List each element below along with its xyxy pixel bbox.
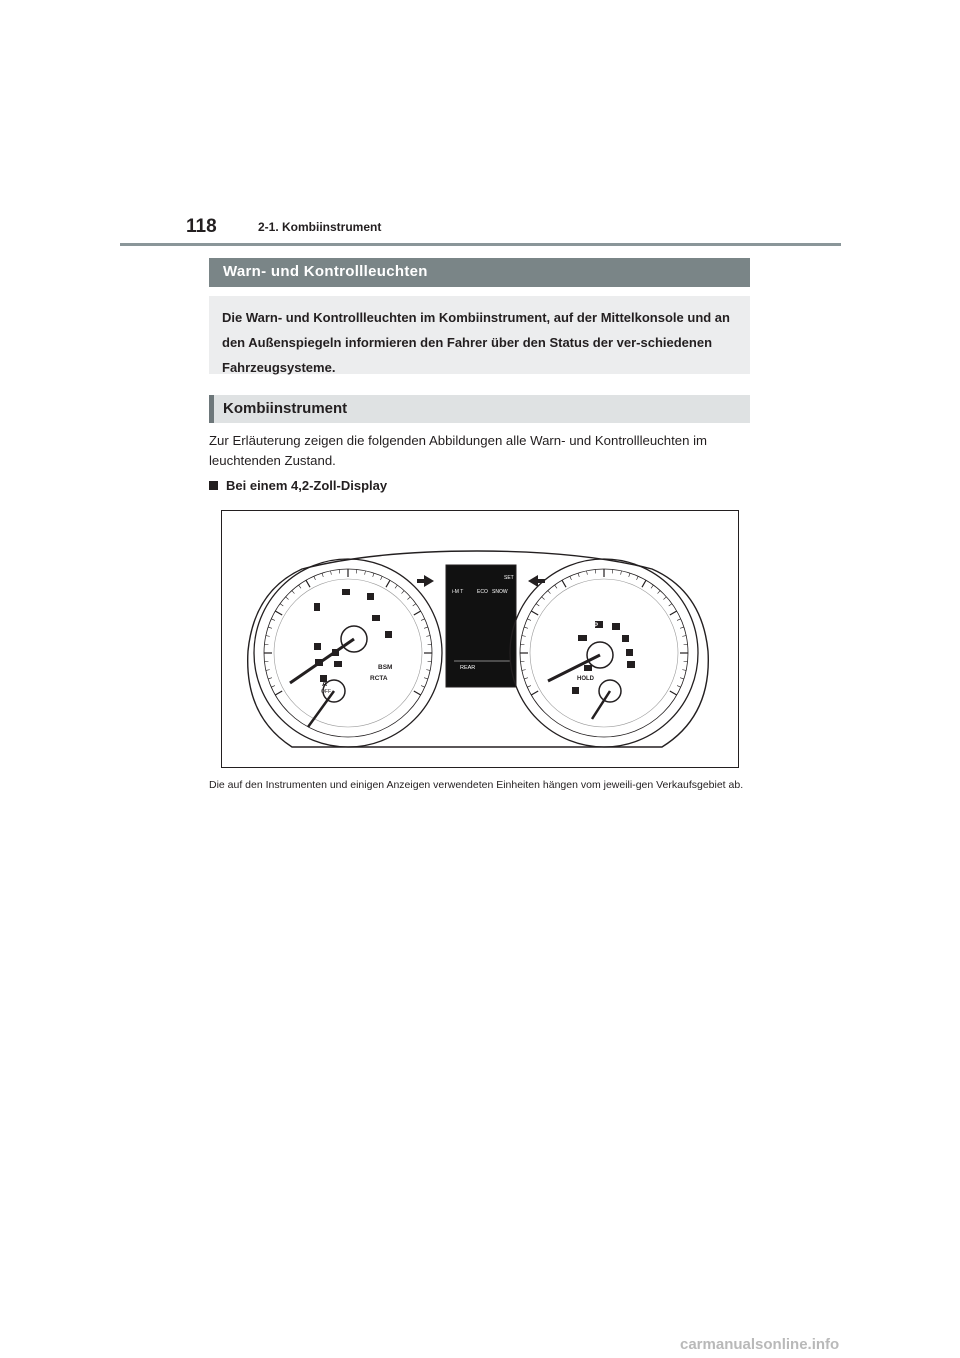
hold-label: HOLD	[577, 676, 594, 682]
gauge-tick	[587, 571, 588, 575]
subsection-title: Kombiinstrument	[223, 400, 348, 417]
figure-caption: Die auf den Instrumenten und einigen Anzeigen verwendeten Einheiten hängen vom jeweili-gen Verkaufsgebiet ab.	[209, 779, 744, 791]
gauge-tick	[670, 611, 677, 615]
bullet-heading-text: Bei einem 4,2-Zoll-Display	[226, 478, 388, 493]
gauge-tick	[524, 627, 528, 628]
gauge-tick	[271, 619, 275, 621]
seatbelt-icon	[622, 635, 629, 642]
gauge-tick	[578, 573, 579, 577]
gauge-tick	[306, 580, 310, 587]
gauge-tick	[331, 571, 332, 575]
gauge-tick	[522, 670, 526, 671]
tire-icon	[332, 649, 339, 656]
snow-label: SNOW	[492, 589, 508, 595]
right-turn-signal-icon	[528, 575, 545, 587]
gauge-tick	[682, 670, 686, 671]
gauge-tick	[531, 611, 538, 615]
gauge-tick	[562, 580, 566, 587]
gauge-tick	[414, 611, 421, 615]
square-bullet-icon	[209, 481, 218, 490]
speedometer-gauge	[510, 559, 698, 747]
gauge-tick	[680, 678, 684, 679]
gauge-tick	[426, 636, 430, 637]
intro-box	[209, 296, 750, 374]
gauge-tick	[381, 576, 383, 580]
fuel-icon	[315, 659, 323, 666]
gauge-tick	[386, 580, 390, 587]
set-label: SET	[504, 575, 514, 581]
gauge-tick	[266, 636, 270, 637]
gauge-tick	[527, 686, 531, 688]
gauge-tick	[677, 686, 681, 688]
gauge-tick	[421, 686, 425, 688]
rear-label: REAR	[460, 665, 476, 671]
steering-warning-icon	[612, 623, 620, 630]
gauge-tick	[280, 604, 283, 606]
multi-information-display	[417, 565, 545, 687]
warning-icon	[314, 603, 320, 611]
tachometer-gauge	[254, 559, 442, 747]
hold-icon	[584, 665, 592, 671]
gauge-tick	[402, 591, 405, 594]
gauge-tick	[542, 597, 545, 600]
gauge-tick	[621, 571, 622, 575]
gauge-tick	[642, 580, 646, 587]
gauge-tick	[314, 576, 316, 580]
off-label: OFF	[321, 689, 331, 695]
gauge-tick	[424, 678, 428, 679]
abs-icon	[578, 635, 587, 641]
section-title-bar	[209, 258, 750, 287]
gauge-tick	[677, 619, 681, 621]
chapter-title: 2-1. Kombiinstrument	[258, 220, 382, 234]
brake-icon	[314, 643, 321, 650]
gauge-tick	[570, 576, 572, 580]
gauge-tick	[292, 591, 295, 594]
gauge-tick	[275, 611, 282, 615]
instrument-cluster-figure	[221, 510, 739, 768]
gauge-tick	[536, 604, 539, 606]
gauge-tick	[548, 591, 551, 594]
p-label: P	[594, 623, 599, 629]
gauge-tick	[555, 585, 557, 588]
gauge-tick	[629, 573, 630, 577]
body-paragraph: Zur Erläuterung zeigen die folgenden Abbildungen alle Warn- und Kontrollleuchten im leuchtenden Zustand.	[209, 433, 708, 468]
gauge-tick	[268, 678, 272, 679]
gauge-tick	[268, 627, 272, 628]
gauge-tick	[424, 627, 428, 628]
bsm-label: BSM	[378, 664, 393, 671]
watermark: carmanualsonline.info	[680, 1336, 840, 1353]
gauge-tick	[531, 691, 538, 695]
airbag-icon	[626, 649, 633, 656]
header-divider	[120, 243, 841, 246]
display-screen	[446, 565, 516, 687]
gauge-tick	[322, 573, 323, 577]
gauge-tick	[637, 576, 639, 580]
rcta-label: RCTA	[370, 675, 388, 682]
intro-text: Die Warn- und Kontrollleuchten im Kombiinstrument, auf der Mittelkonsole und an den Außenspiegeln informieren den Fahrer über den Status der ver-schiedenen Fahrzeugsysteme.	[222, 310, 730, 375]
bullet-heading	[209, 478, 387, 493]
gauge-tick	[275, 691, 282, 695]
gauge-tick	[658, 591, 661, 594]
gauge-tick	[286, 597, 289, 600]
gauge-tick	[266, 670, 270, 671]
brake-warning-icon	[627, 661, 635, 668]
gauge-tick	[426, 670, 430, 671]
instrument-cluster-illustration	[222, 511, 738, 767]
gauge-tick	[414, 691, 421, 695]
door-icon	[372, 615, 380, 621]
eco-label: ECO	[477, 589, 488, 595]
subsection-title-bar	[209, 395, 750, 423]
left-turn-signal-icon	[417, 575, 434, 587]
gauge-tick	[421, 619, 425, 621]
gauge-tick	[395, 585, 397, 588]
gauge-tick	[680, 627, 684, 628]
gauge-tick	[670, 691, 677, 695]
gauge-tick	[271, 686, 275, 688]
battery-icon	[334, 661, 342, 667]
a-label: A	[322, 681, 328, 688]
gauge-tick	[522, 636, 526, 637]
gauge-tick	[663, 597, 666, 600]
engine-icon	[342, 589, 350, 595]
gauge-tick	[651, 585, 653, 588]
lamp-icon	[385, 631, 392, 638]
gauge-tick	[373, 573, 374, 577]
section-title: Warn- und Kontrollleuchten	[223, 263, 428, 280]
gauge-tick	[407, 597, 410, 600]
gauge-tick	[682, 636, 686, 637]
gauge-tick	[413, 604, 416, 606]
imt-label: i-M T	[452, 589, 464, 595]
page-number: 118	[186, 216, 217, 237]
gauge-tick	[527, 619, 531, 621]
low-fuel-icon	[572, 687, 579, 694]
gauge-tick	[669, 604, 672, 606]
gauge-tick	[365, 571, 366, 575]
traction-icon	[367, 593, 374, 600]
gauge-tick	[524, 678, 528, 679]
subsection-accent	[209, 395, 214, 423]
gauge-tick	[299, 585, 301, 588]
